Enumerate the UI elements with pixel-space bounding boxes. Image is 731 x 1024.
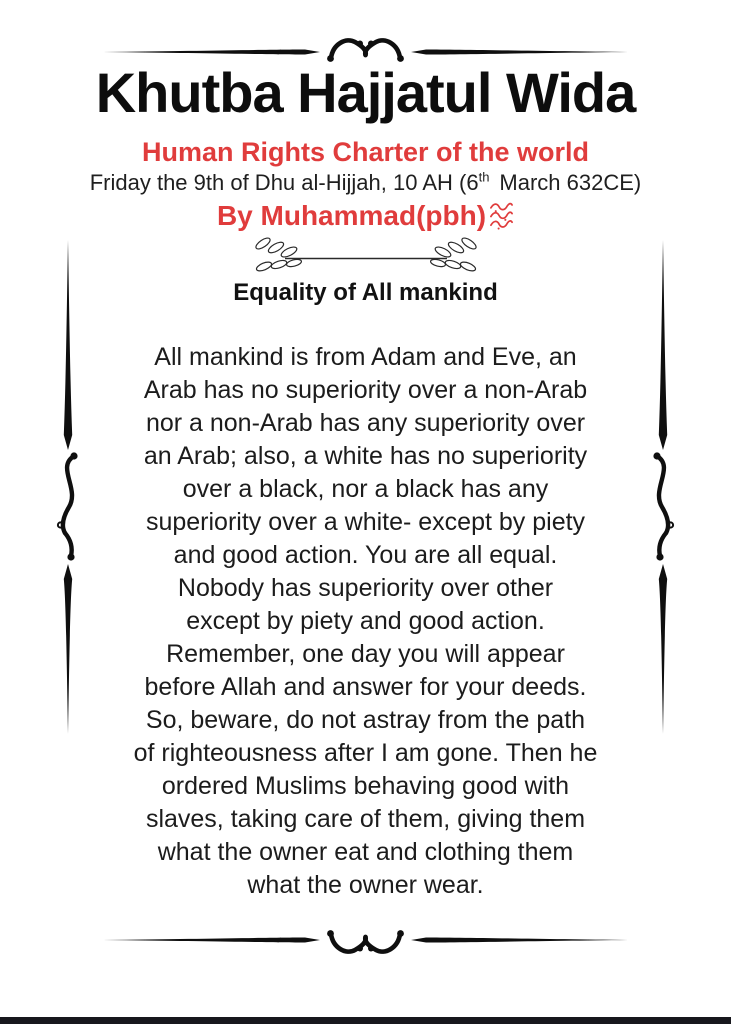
body-line: Arab has no superiority over a non-Arab xyxy=(143,376,588,404)
right-flourish-ornament-icon xyxy=(645,237,681,737)
body-line: slaves, taking care of them, giving them xyxy=(145,805,586,833)
body-line: over a black, nor a black has any xyxy=(182,475,549,503)
body-line: So, beware, do not astray from the path xyxy=(145,706,586,734)
body-line: Remember, one day you will appear xyxy=(166,640,565,668)
body-line: what the owner eat and clothing them xyxy=(157,838,574,866)
subtitle: Human Rights Charter of the world xyxy=(141,137,590,167)
byline-text: By Muhammad(pbh) xyxy=(216,200,487,231)
byline xyxy=(0,200,731,232)
page-title: Khutba Hajjatul Wida xyxy=(95,61,636,124)
body-line: ordered Muslims behaving good with xyxy=(161,772,570,800)
bottom-edge-bar xyxy=(0,1017,731,1024)
body-line: Nobody has superiority over other xyxy=(177,574,554,602)
body-line: All mankind is from Adam and Eve, an xyxy=(154,343,577,371)
body-line: what the owner wear. xyxy=(247,871,484,899)
dateline-superscript: th xyxy=(478,169,490,185)
sallallahu-alayhi-wasallam-calligraphy-icon xyxy=(489,201,514,232)
dateline-suffix: March 632CE) xyxy=(499,170,642,195)
body-text xyxy=(50,341,681,902)
dateline xyxy=(0,170,731,196)
body-line: of righteousness after I am gone. Then he xyxy=(133,739,598,767)
body-line: and good action. You are all equal. xyxy=(173,541,558,569)
body-line: nor a non-Arab has any superiority over xyxy=(145,409,586,437)
section-heading: Equality of All mankind xyxy=(233,279,498,306)
body-line: before Allah and answer for your deeds. xyxy=(144,673,587,701)
bottom-flourish-divider-icon xyxy=(103,924,628,964)
dateline-prefix: Friday the 9th of Dhu al-Hijjah, 10 AH (6 xyxy=(89,170,479,195)
body-line: superiority over a white- except by piety xyxy=(145,508,586,536)
left-flourish-ornament-icon xyxy=(50,237,86,737)
body-line: except by piety and good action. xyxy=(186,607,545,635)
leaf-branch-divider-icon xyxy=(251,237,481,273)
body-line: an Arab; also, a white has no superiority xyxy=(143,442,588,470)
